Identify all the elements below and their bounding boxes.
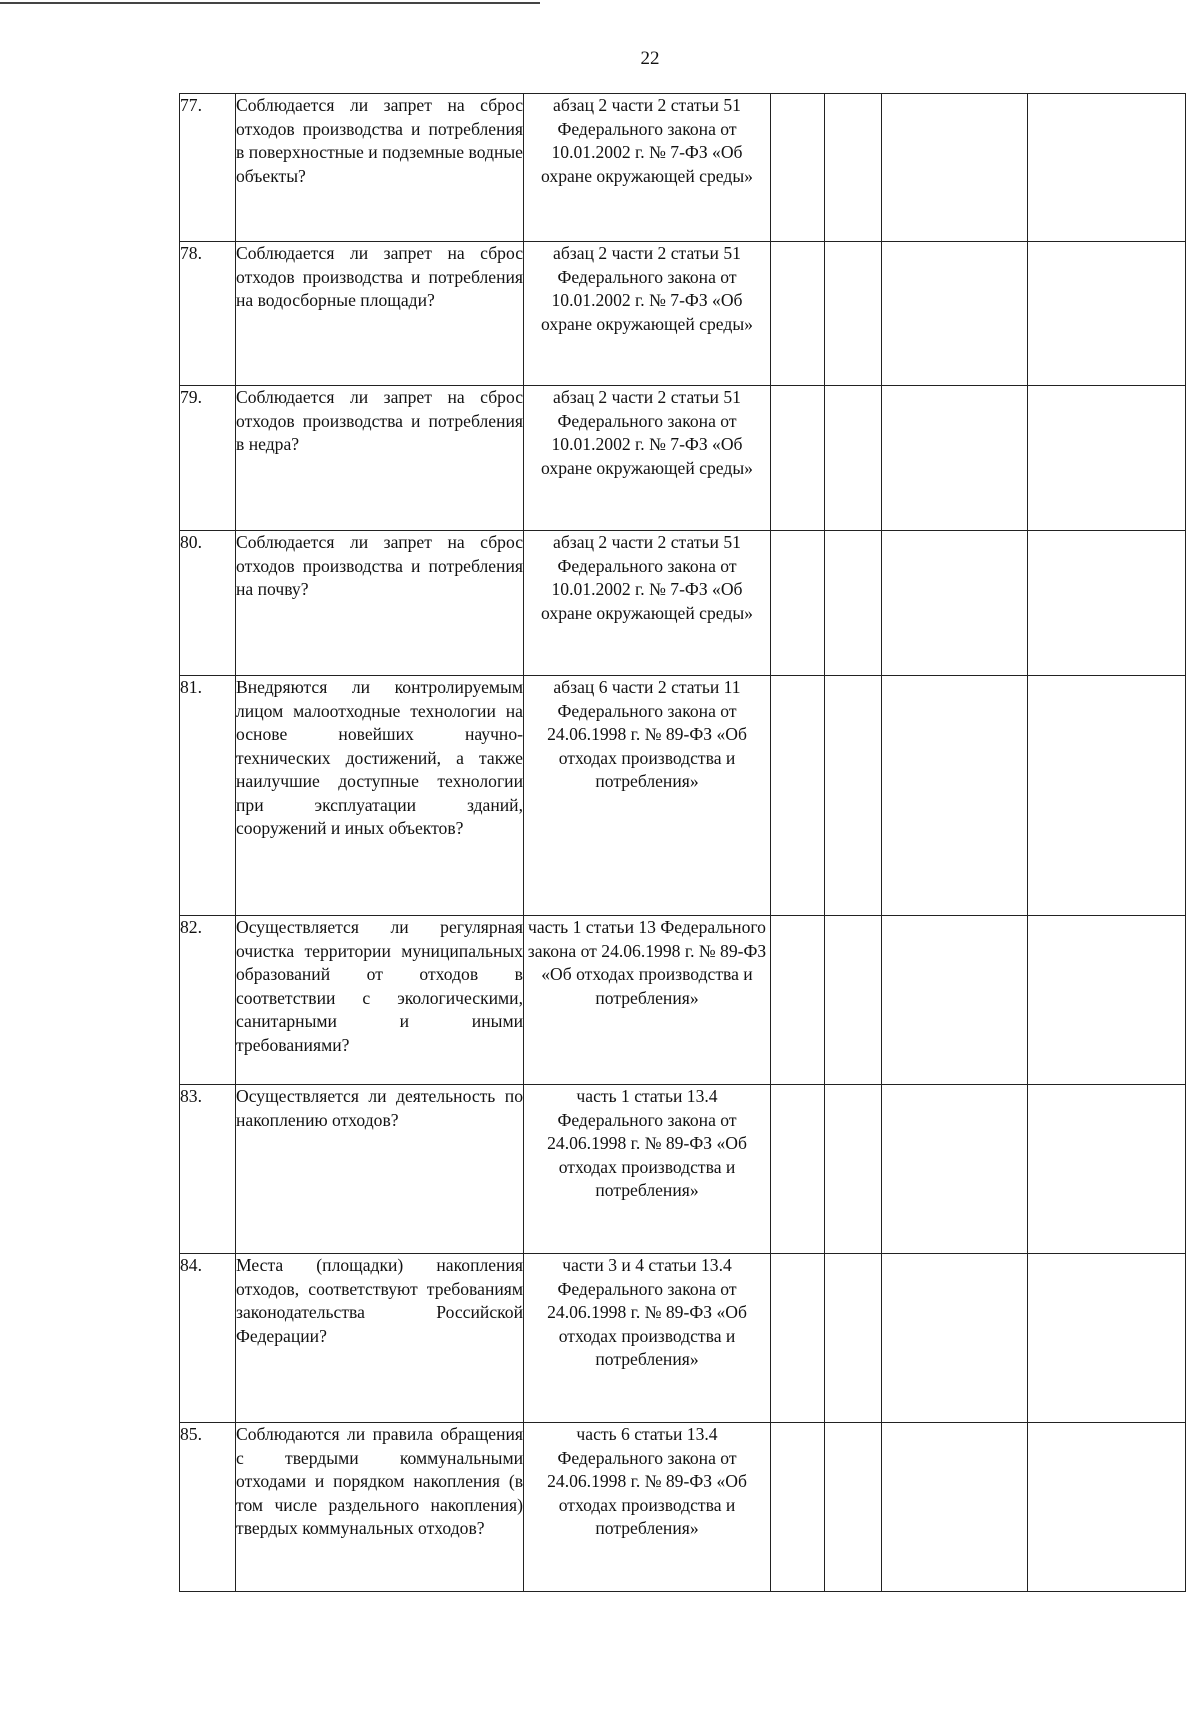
answer-no-cell <box>825 1085 882 1254</box>
answer-no-cell <box>825 531 882 676</box>
answer-no-cell <box>825 1254 882 1423</box>
table-row <box>180 1085 1186 1254</box>
not-applicable-cell <box>882 676 1028 916</box>
notes-cell <box>1028 242 1186 386</box>
answer-no-cell <box>825 386 882 531</box>
notes-cell <box>1028 1423 1186 1592</box>
answer-no-cell <box>825 916 882 1085</box>
notes-cell <box>1028 531 1186 676</box>
notes-cell <box>1028 386 1186 531</box>
legal-basis: абзац 2 части 2 статьи 51 Федерального закона от 10.01.2002 г. № 7-ФЗ «Об охране окружающей среды» <box>524 94 771 242</box>
answer-yes-cell <box>771 1254 825 1423</box>
row-number: 80. <box>180 531 236 676</box>
answer-yes-cell <box>771 916 825 1085</box>
notes-cell <box>1028 1085 1186 1254</box>
checklist-table <box>179 93 1186 1592</box>
answer-no-cell <box>825 676 882 916</box>
row-number: 85. <box>180 1423 236 1592</box>
legal-basis: абзац 2 части 2 статьи 51 Федерального закона от 10.01.2002 г. № 7-ФЗ «Об охране окружающей среды» <box>524 386 771 531</box>
notes-cell <box>1028 916 1186 1085</box>
question-text: Внедряются ли контролируемым лицом малоотходные технологии на основе новейших научно-технических достижений, а также наилучшие доступные технологии при эксплуатации зданий, сооружений и иных объектов? <box>236 676 524 916</box>
answer-yes-cell <box>771 94 825 242</box>
table-row <box>180 1254 1186 1423</box>
question-text: Соблюдаются ли правила обращения с твердыми коммунальными отходами и порядком накопления (в том числе раздельного накопления) твердых коммунальных отходов? <box>236 1423 524 1592</box>
page-number: 22 <box>640 48 660 69</box>
notes-cell <box>1028 676 1186 916</box>
row-number: 81. <box>180 676 236 916</box>
scan-top-line <box>0 2 540 4</box>
table-row <box>180 94 1186 242</box>
table-row <box>180 916 1186 1085</box>
answer-yes-cell <box>771 531 825 676</box>
question-text: Соблюдается ли запрет на сброс отходов производства и потребления в недра? <box>236 386 524 531</box>
answer-no-cell <box>825 1423 882 1592</box>
table-row <box>180 386 1186 531</box>
answer-yes-cell <box>771 242 825 386</box>
row-number: 78. <box>180 242 236 386</box>
question-text: Соблюдается ли запрет на сброс отходов производства и потребления на водосборные площади? <box>236 242 524 386</box>
row-number: 84. <box>180 1254 236 1423</box>
row-number: 79. <box>180 386 236 531</box>
row-number: 77. <box>180 94 236 242</box>
question-text: Места (площадки) накопления отходов, соответствуют требованиям законодательства Российской Федерации? <box>236 1254 524 1423</box>
not-applicable-cell <box>882 531 1028 676</box>
legal-basis: абзац 2 части 2 статьи 51 Федерального закона от 10.01.2002 г. № 7-ФЗ «Об охране окружающей среды» <box>524 242 771 386</box>
not-applicable-cell <box>882 916 1028 1085</box>
legal-basis: часть 1 статьи 13 Федерального закона от 24.06.1998 г. № 89-ФЗ «Об отходах производства и потребления» <box>524 916 771 1085</box>
question-text: Соблюдается ли запрет на сброс отходов производства и потребления на почву? <box>236 531 524 676</box>
legal-basis: части 3 и 4 статьи 13.4 Федерального закона от 24.06.1998 г. № 89-ФЗ «Об отходах производства и потребления» <box>524 1254 771 1423</box>
question-text: Осуществляется ли регулярная очистка территории муниципальных образований от отходов в соответствии с экологическими, санитарными и иными требованиями? <box>236 916 524 1085</box>
not-applicable-cell <box>882 242 1028 386</box>
answer-no-cell <box>825 242 882 386</box>
question-text: Осуществляется ли деятельность по накоплению отходов? <box>236 1085 524 1254</box>
table-row <box>180 242 1186 386</box>
notes-cell <box>1028 94 1186 242</box>
legal-basis: часть 1 статьи 13.4 Федерального закона от 24.06.1998 г. № 89-ФЗ «Об отходах производства и потребления» <box>524 1085 771 1254</box>
notes-cell <box>1028 1254 1186 1423</box>
not-applicable-cell <box>882 386 1028 531</box>
table-row <box>180 676 1186 916</box>
answer-yes-cell <box>771 386 825 531</box>
not-applicable-cell <box>882 94 1028 242</box>
question-text: Соблюдается ли запрет на сброс отходов производства и потребления в поверхностные и подземные водные объекты? <box>236 94 524 242</box>
answer-no-cell <box>825 94 882 242</box>
answer-yes-cell <box>771 1423 825 1592</box>
row-number: 82. <box>180 916 236 1085</box>
legal-basis: абзац 2 части 2 статьи 51 Федерального закона от 10.01.2002 г. № 7-ФЗ «Об охране окружающей среды» <box>524 531 771 676</box>
legal-basis: часть 6 статьи 13.4 Федерального закона от 24.06.1998 г. № 89-ФЗ «Об отходах производства и потребления» <box>524 1423 771 1592</box>
answer-yes-cell <box>771 1085 825 1254</box>
answer-yes-cell <box>771 676 825 916</box>
table-row <box>180 1423 1186 1592</box>
not-applicable-cell <box>882 1254 1028 1423</box>
not-applicable-cell <box>882 1085 1028 1254</box>
table-row <box>180 531 1186 676</box>
not-applicable-cell <box>882 1423 1028 1592</box>
legal-basis: абзац 6 части 2 статьи 11 Федерального закона от 24.06.1998 г. № 89-ФЗ «Об отходах производства и потребления» <box>524 676 771 916</box>
row-number: 83. <box>180 1085 236 1254</box>
